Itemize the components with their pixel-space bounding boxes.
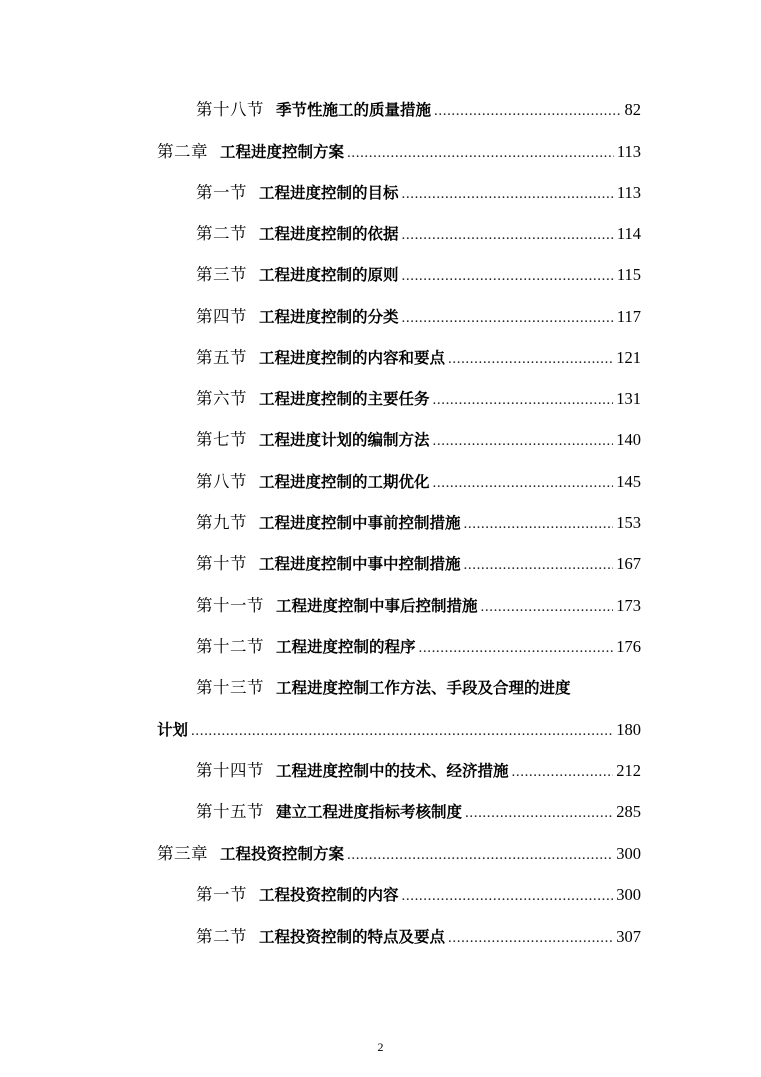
section-title: 工程进度控制中事前控制措施 (259, 514, 461, 532)
section-title: 工程进度控制工作方法、手段及合理的进度 (276, 679, 571, 697)
toc-entry-chapter (0, 141, 761, 171)
page-number: 173 (616, 596, 641, 615)
dot-leader (433, 389, 614, 411)
section-title: 季节性施工的质量措施 (276, 101, 432, 119)
section-title: 工程进度控制的原则 (259, 266, 399, 284)
toc-entry-section (0, 595, 761, 625)
chapter-title: 工程进度控制方案 (220, 143, 345, 161)
section-number: 第四节 (196, 307, 247, 326)
toc-entry-section (0, 636, 761, 666)
toc-entry-section (0, 471, 761, 501)
toc-entry-section (0, 306, 761, 336)
section-title: 建立工程进度指标考核制度 (276, 803, 463, 821)
section-number: 第一节 (196, 885, 247, 904)
toc-row (196, 926, 641, 949)
section-number: 第十三节 (196, 678, 264, 697)
dot-leader (481, 596, 614, 618)
section-title: 工程进度控制的程序 (276, 638, 416, 656)
toc-entry-section (0, 264, 761, 294)
section-number: 第十四节 (196, 761, 264, 780)
page-number: 300 (616, 885, 641, 904)
dot-leader (402, 307, 614, 329)
page-number: 115 (616, 265, 641, 284)
toc-entry-section (0, 347, 761, 377)
page-footer-number: 2 (377, 1040, 384, 1054)
toc-row (196, 760, 641, 783)
section-number: 第九节 (196, 513, 247, 532)
section-number: 第十五节 (196, 802, 264, 821)
toc-entry-section (0, 182, 761, 212)
toc-row (196, 471, 641, 494)
page-number: 113 (616, 183, 641, 202)
dot-leader (347, 844, 613, 866)
section-number: 第八节 (196, 472, 247, 491)
dot-leader (433, 472, 614, 494)
section-title: 工程进度计划的编制方法 (259, 431, 430, 449)
section-title: 工程进度控制的内容和要点 (259, 349, 446, 367)
toc-entry-section-wrapped (0, 677, 761, 749)
toc-row (196, 306, 641, 329)
toc-row (196, 595, 641, 618)
dot-leader (402, 183, 614, 205)
section-number: 第十八节 (196, 100, 264, 119)
toc-row (196, 99, 641, 122)
toc-row (196, 677, 571, 699)
page-number: 145 (616, 472, 641, 491)
toc-entry-chapter (0, 843, 761, 873)
page-number: 176 (616, 637, 641, 656)
section-number: 第五节 (196, 348, 247, 367)
dot-leader (402, 265, 614, 287)
section-number: 第一节 (196, 183, 247, 202)
section-number: 第二节 (196, 927, 247, 946)
toc-entry-section (0, 429, 761, 459)
page-number: 307 (616, 927, 641, 946)
section-title: 工程进度控制的主要任务 (259, 390, 430, 408)
section-number: 第七节 (196, 430, 247, 449)
section-title: 工程进度控制中的技术、经济措施 (276, 762, 509, 780)
page-number: 300 (616, 844, 641, 863)
section-number: 第三节 (196, 265, 247, 284)
toc-row (196, 429, 641, 452)
dot-leader (448, 927, 613, 949)
toc-row (196, 264, 641, 287)
section-title: 工程投资控制的特点及要点 (259, 928, 446, 946)
dot-leader (512, 761, 614, 783)
toc-row (157, 843, 641, 866)
section-number: 第二节 (196, 224, 247, 243)
toc-row (196, 512, 641, 535)
chapter-number: 第三章 (157, 844, 208, 863)
page-number: 131 (616, 389, 641, 408)
section-title: 工程进度控制的依据 (259, 225, 399, 243)
toc-row (196, 347, 641, 370)
section-title: 工程进度控制中事中控制措施 (259, 555, 461, 573)
toc-entry-section (0, 223, 761, 253)
toc-row (196, 636, 641, 659)
page-number: 153 (616, 513, 641, 532)
section-number: 第六节 (196, 389, 247, 408)
section-number: 第十二节 (196, 637, 264, 656)
section-title: 工程进度控制的目标 (259, 184, 399, 202)
dot-leader (465, 802, 613, 824)
page-number: 114 (616, 224, 641, 243)
section-title: 工程投资控制的内容 (259, 886, 399, 904)
dot-leader (464, 554, 614, 576)
toc-entry-section (0, 99, 761, 129)
page-number: 167 (616, 554, 641, 573)
toc-row (196, 801, 641, 824)
toc-entry-section (0, 926, 761, 956)
toc-entry-section (0, 388, 761, 418)
toc-entry-section (0, 801, 761, 831)
toc-row (157, 141, 641, 164)
page-number: 212 (616, 761, 641, 780)
page-number: 121 (616, 348, 641, 367)
dot-leader (433, 430, 614, 452)
dot-leader (347, 142, 614, 164)
toc-entry-section (0, 760, 761, 790)
dot-leader (434, 100, 621, 122)
toc-row (196, 884, 641, 907)
dot-leader (402, 885, 614, 907)
toc-entry-section (0, 553, 761, 583)
chapter-number: 第二章 (157, 142, 208, 161)
section-title: 工程进度控制的分类 (259, 308, 399, 326)
dot-leader (419, 637, 614, 659)
toc-row (196, 388, 641, 411)
toc-entry-section (0, 512, 761, 542)
toc-entry-section (0, 884, 761, 914)
page-number: 117 (616, 307, 641, 326)
toc-row-continuation (157, 719, 641, 742)
toc-row (196, 223, 641, 246)
section-title-continuation: 计划 (157, 721, 189, 739)
page-number: 82 (624, 100, 641, 119)
page-number: 180 (616, 720, 641, 739)
section-title: 工程进度控制的工期优化 (259, 473, 430, 491)
page-number: 285 (616, 802, 641, 821)
section-number: 第十一节 (196, 596, 264, 615)
page-number: 140 (616, 430, 641, 449)
section-title: 工程进度控制中事后控制措施 (276, 597, 478, 615)
dot-leader (402, 224, 614, 246)
section-number: 第十节 (196, 554, 247, 573)
dot-leader (191, 720, 613, 742)
dot-leader (448, 348, 613, 370)
page-number: 113 (616, 142, 641, 161)
toc-row (196, 182, 641, 205)
dot-leader (464, 513, 614, 535)
toc-row (196, 553, 641, 576)
chapter-title: 工程投资控制方案 (220, 845, 345, 863)
